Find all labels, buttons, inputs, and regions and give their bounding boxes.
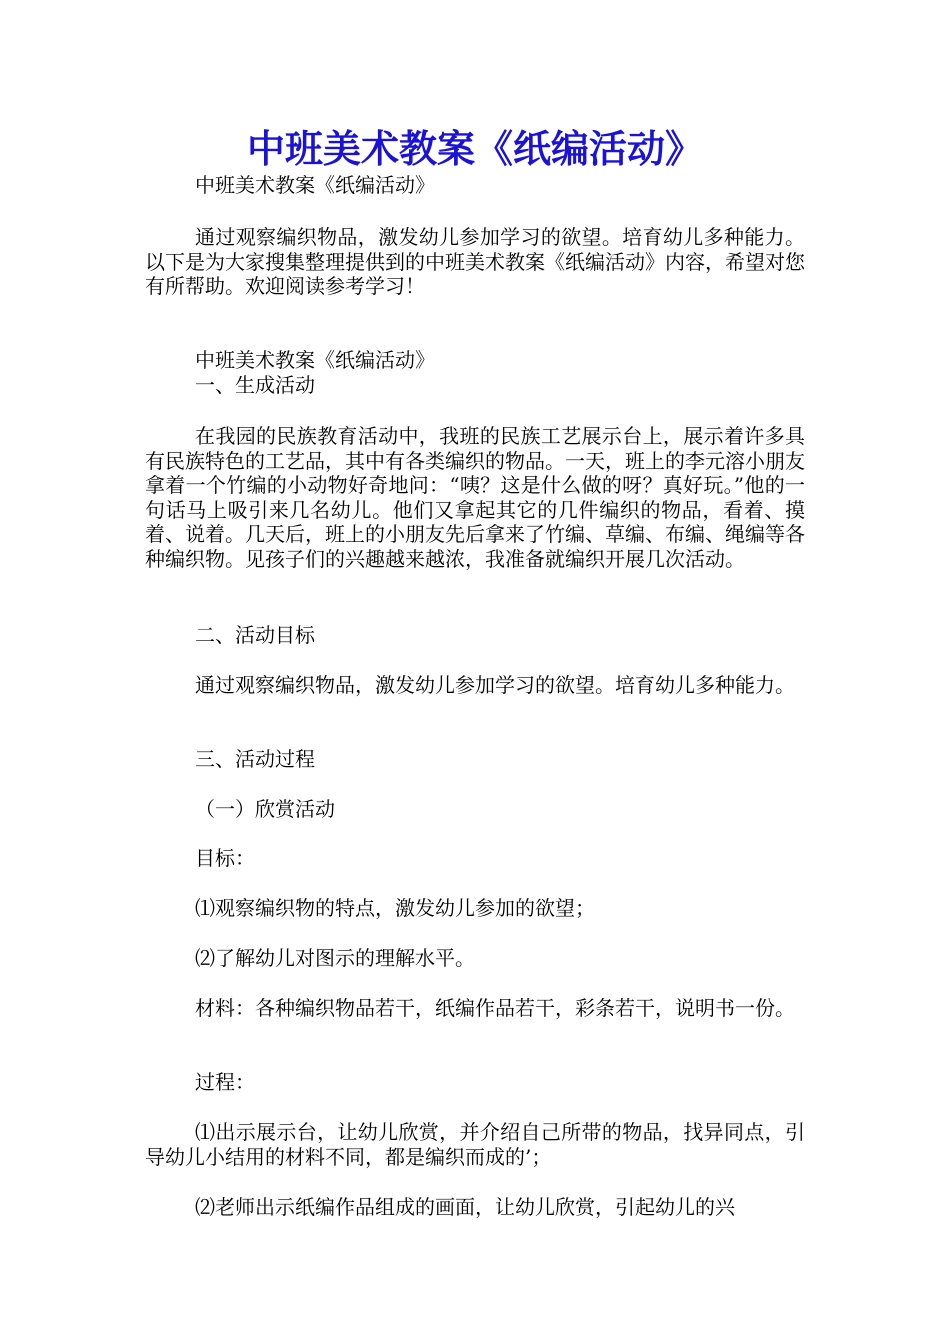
process-2-paragraph <box>145 1195 805 1220</box>
sub1-heading: （一）欣赏活动 <box>195 797 335 821</box>
process-2: ⑵老师出示纸编作品组成的画面，让幼儿欣赏，引起幼儿的兴 <box>195 1195 735 1219</box>
materials-paragraph <box>145 996 805 1021</box>
document-subtitle <box>145 173 805 198</box>
process-1-paragraph <box>145 1120 805 1169</box>
materials-text: 材料：各种编织物品若干，纸编作品若干，彩条若干，说明书一份。 <box>195 996 795 1020</box>
goal-1: ⑴观察编织物的特点，激发幼儿参加的欲望； <box>195 896 595 920</box>
document-title: 中班美术教案《纸编活动》 <box>246 126 703 171</box>
section-block <box>145 348 805 397</box>
part2-heading-block <box>145 623 805 648</box>
part1-paragraph <box>145 424 805 571</box>
intro-text: 通过观察编织物品，激发幼儿参加学习的欲望。培育幼儿多种能力。以下是为大家搜集整理提供到的中班美术教案《纸编活动》内容，希望对您有所帮助。欢迎阅读参考学习！ <box>145 225 805 298</box>
part1-heading: 一、生成活动 <box>195 372 315 397</box>
goal-1-block <box>145 896 805 921</box>
part3-heading: 三、活动过程 <box>195 747 315 771</box>
part2-paragraph <box>145 673 805 698</box>
part3-heading-block <box>145 747 805 772</box>
process-label-block <box>145 1070 805 1095</box>
process-1: ⑴出示展示台，让幼儿欣赏，并介绍自己所带的物品，找异同点，引导幼儿小结用的材料不同，都是编织而成的’； <box>145 1120 805 1169</box>
goal-2: ⑵了解幼儿对图示的理解水平。 <box>195 946 475 970</box>
intro-paragraph <box>145 225 805 299</box>
subtitle-text: 中班美术教案《纸编活动》 <box>195 173 435 197</box>
goal-2-block <box>145 946 805 971</box>
part2-heading: 二、活动目标 <box>195 623 315 647</box>
section-title: 中班美术教案《纸编活动》 <box>195 348 435 372</box>
process-label: 过程： <box>195 1070 255 1094</box>
part1-text: 在我园的民族教育活动中，我班的民族工艺展示台上，展示着许多具有民族特色的工艺品，其中有各类编织的物品。一天，班上的李元溶小朋友拿着一个竹编的小动物好奇地问：“咦？这是什么做的呀？真好玩。”他的一句话马上吸引来几名幼儿。他们又拿起其它的几件编织的物品，看着、摸着、说着。几天后，班上的小朋友先后拿来了竹编、草编、布编、绳编等各种编织物。见孩子们的兴趣越来越浓，我准备就编织开展几次活动。 <box>145 424 805 571</box>
goal-label: 目标： <box>195 846 255 870</box>
sub1-heading-block <box>145 797 805 822</box>
part2-text: 通过观察编织物品，激发幼儿参加学习的欲望。培育幼儿多种能力。 <box>195 673 795 697</box>
goal-label-block <box>145 846 805 871</box>
